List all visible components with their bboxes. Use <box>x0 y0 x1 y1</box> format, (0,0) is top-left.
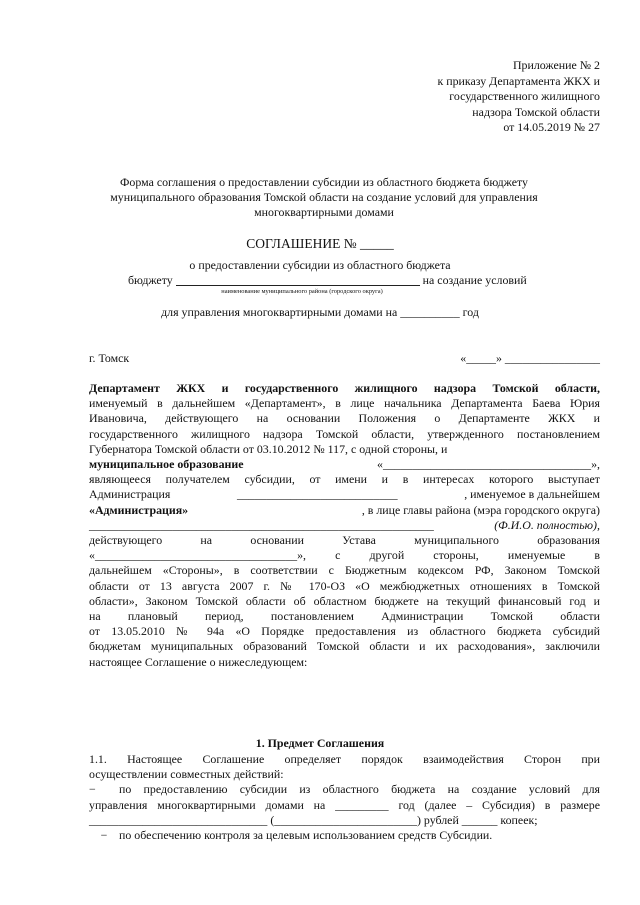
bullet-text: по обеспечению контроля за целевым использованием средств Субсидии. <box>119 828 493 843</box>
admin-label: Администрация <box>89 487 171 502</box>
admin-blank: ___________________________ <box>237 487 398 502</box>
appendix-line: от 14.05.2019 № 27 <box>503 120 600 134</box>
appendix-block <box>437 58 600 136</box>
para1-line: Губернатора Томской области от 03.10.2012 № 117, с одной стороны, и <box>89 441 448 456</box>
preamble <box>89 381 600 670</box>
para2-line: являющееся получателем субсидии, от имени и в интересах которого выступает <box>89 472 600 487</box>
bullet-item <box>89 828 600 843</box>
form-title-line: многоквартирными домами <box>254 205 394 219</box>
appendix-line: к приказу Департамента ЖКХ и <box>437 73 600 88</box>
city-label: г. Томск <box>89 351 130 365</box>
bullet-cont: управления многоквартирными домами на _________ год (далее – Субсидия) в размере <box>89 797 600 812</box>
bullet-text: по предоставлению субсидии из областного бюджета на создание условий для <box>119 782 600 797</box>
bullet-item <box>89 782 600 797</box>
agreement-heading: СОГЛАШЕНИЕ № _____ <box>246 236 394 251</box>
dash-bullet: − <box>100 828 108 843</box>
para2-line: настоящее Соглашение о нижеследующем: <box>89 654 308 669</box>
mo-blank: «___________________________________», <box>377 457 600 472</box>
para2-line: на плановый период, постановлением Администрации Томской области <box>89 609 600 624</box>
budget-prefix: бюджету <box>128 273 173 287</box>
bullet-cont: ______________________________ (________________________) рублей ______ копеек; <box>89 812 538 827</box>
para2-line: области от 13 августа 2007 г. № 170-ОЗ «О межбюджетных отношениях в Томской <box>89 578 600 593</box>
mo-bold: муниципальное образование <box>89 457 244 472</box>
date-placeholder: «_____» ________________ <box>460 351 600 365</box>
clause-text: 1.1. Настоящее Соглашение определяет порядок взаимодействия Сторон при <box>89 752 600 766</box>
dash-bullet: − <box>89 782 96 797</box>
para1-line: Ивановича, действующего на основании Положения о Департаменте ЖКХ и <box>89 411 600 426</box>
para2-line: области», Законом Томской области об областном бюджете на текущий финансовый год и <box>89 593 600 608</box>
form-title-line: Форма соглашения о предоставлении субсидии из областного бюджета бюджету <box>120 175 528 189</box>
section-title: 1. Предмет Соглашения <box>255 736 385 750</box>
agreement-subtitle: о предоставлении субсидии из областного бюджета <box>189 258 451 272</box>
clause-1-1-cont: осуществлении совместных действий: <box>89 767 284 782</box>
admin-bold: «Администрация» <box>89 502 189 517</box>
agreement-budget-line <box>128 273 527 288</box>
para2-fio-line <box>89 518 600 533</box>
para2-mo-line <box>89 457 600 472</box>
para2-line: от 13.05.2010 № 94а «О Порядке предоставления из областного бюджета субсидий <box>89 624 600 639</box>
admin-named: , именуемое в дальнейшем <box>464 487 600 502</box>
budget-suffix: на создание условий <box>422 273 527 287</box>
para1-line: государственного жилищного надзора Томской области, утвержденного постановлением <box>89 426 600 441</box>
para2-admin-line <box>89 487 600 502</box>
para2-head-line <box>89 503 600 518</box>
fio-hint: (Ф.И.О. полностью), <box>494 517 600 532</box>
form-title-line: муниципального образования Томской области на создание условий для управления <box>110 190 538 204</box>
fio-blank: __________________________________________________________ <box>89 517 434 532</box>
appendix-line: государственного жилищного <box>449 89 600 103</box>
para2-line: бюджетам муниципальных образований Томской области и их расходования», заключили <box>89 639 600 654</box>
para1-lead: Департамент ЖКХ и государственного жилищного надзора Томской области, <box>89 381 600 395</box>
budget-hint: наименование муниципального района (городского округа) <box>221 288 383 295</box>
agreement-mkd-line: для управления многоквартирными домами на __________ год <box>161 305 479 319</box>
form-title <box>80 175 568 220</box>
para1-line: именуемый в дальнейшем «Департамент», в лице начальника Департамента Баева Юрия <box>89 396 600 411</box>
para2-line: дальнейшем «Стороны», в соответствии с Бюджетным кодексом РФ, Законом Томской <box>89 563 600 578</box>
clause-1-1 <box>89 752 600 767</box>
appendix-line: надзора Томской области <box>472 104 600 119</box>
head-text: , в лице главы района (мэра городского округа) <box>361 502 600 517</box>
section1-body <box>89 752 600 843</box>
budget-blank <box>176 273 420 286</box>
appendix-line: Приложение № 2 <box>512 58 600 72</box>
para2-line: «__________________________________», с другой стороны, именуемые в <box>89 548 600 563</box>
para2-line: действующего на основании Устава муниципального образования <box>89 533 600 548</box>
